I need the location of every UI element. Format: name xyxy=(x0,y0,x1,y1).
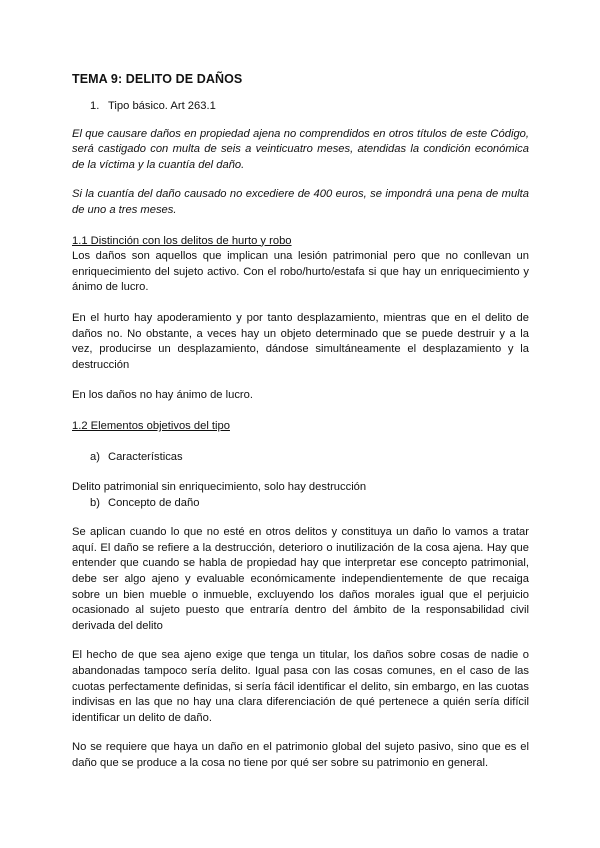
paragraph: En el hurto hay apoderamiento y por tanto desplazamiento, mientras que en el delito de daños no. No obstante, a veces hay un objeto determinado que se puede destruir y a la vez, producirse un desplazamiento, dándose simultáneamente el desplazamiento y la destrucción xyxy=(72,311,529,371)
document-title: TEMA 9: DELITO DE DAÑOS xyxy=(72,72,243,86)
lettered-item-b xyxy=(72,496,529,512)
lettered-item-a xyxy=(72,450,529,466)
paragraph: Delito patrimonial sin enriquecimiento, solo hay destrucción xyxy=(72,481,367,494)
list-item-text: Tipo básico. Art 263.1 xyxy=(108,100,216,112)
numbered-item-1 xyxy=(72,99,529,115)
document-page xyxy=(72,72,529,772)
legal-quote-1: El que causare daños en propiedad ajena no comprendidos en otros títulos de este Código, será castigado con multa de seis a veinticuatro meses, atendidas la condición económica de la víctima y la cuantía del daño. xyxy=(72,127,529,171)
list-item-text: Concepto de daño xyxy=(108,496,200,509)
legal-quote-2: Si la cuantía del daño causado no excediere de 400 euros, se impondrá una pena de multa de uno a tres meses. xyxy=(72,188,529,216)
section-heading-1-1: 1.1 Distinción con los delitos de hurto y robo xyxy=(72,234,292,247)
paragraph: Los daños son aquellos que implican una lesión patrimonial pero que no conllevan un enriquecimiento del sujeto activo. Con el robo/hurto/estafa si que hay un enriquecimiento y ánimo de lucro. xyxy=(72,250,529,294)
section-heading-1-2: 1.2 Elementos objetivos del tipo xyxy=(72,419,230,432)
paragraph: Se aplican cuando lo que no esté en otros delitos y constituya un daño lo vamos a tratar aquí. El daño se refiere a la destrucción, deterioro o inutilización de la cosa ajena. Hay que entender que cuando se habla de propiedad hay que interpretar ese concepto patrimonial, debe ser algo ajeno y evaluable económicamente independientemente de que recaiga sobre un bien mueble o inmueble, excluyendo los daños morales igual que el perjuicio ocasionado al sujeto puesto que entraría dentro del ámbito de la responsabilidad civil derivada del delito xyxy=(72,526,529,632)
list-marker: b) xyxy=(90,496,100,509)
paragraph: No se requiere que haya un daño en el patrimonio global del sujeto pasivo, sino que es el daño que se produce a la cosa no tiene por qué ser sobre su patrimonio en general. xyxy=(72,741,529,769)
list-item-text: Características xyxy=(108,450,183,463)
list-marker: a) xyxy=(90,450,100,463)
paragraph: En los daños no hay ánimo de lucro. xyxy=(72,389,253,402)
list-marker: 1. xyxy=(90,100,100,112)
paragraph: El hecho de que sea ajeno exige que tenga un titular, los daños sobre cosas de nadie o abandonadas tampoco sería delito. Igual pasa con las cosas comunes, en el caso de las cuotas perfectamente definidas, si sería fácil identificar el delito, sin embargo, en las cuotas indivisas en las que no hay una clara diferenciación de qué pertenece a quién sería difícil identificar un delito de daño. xyxy=(72,649,529,724)
